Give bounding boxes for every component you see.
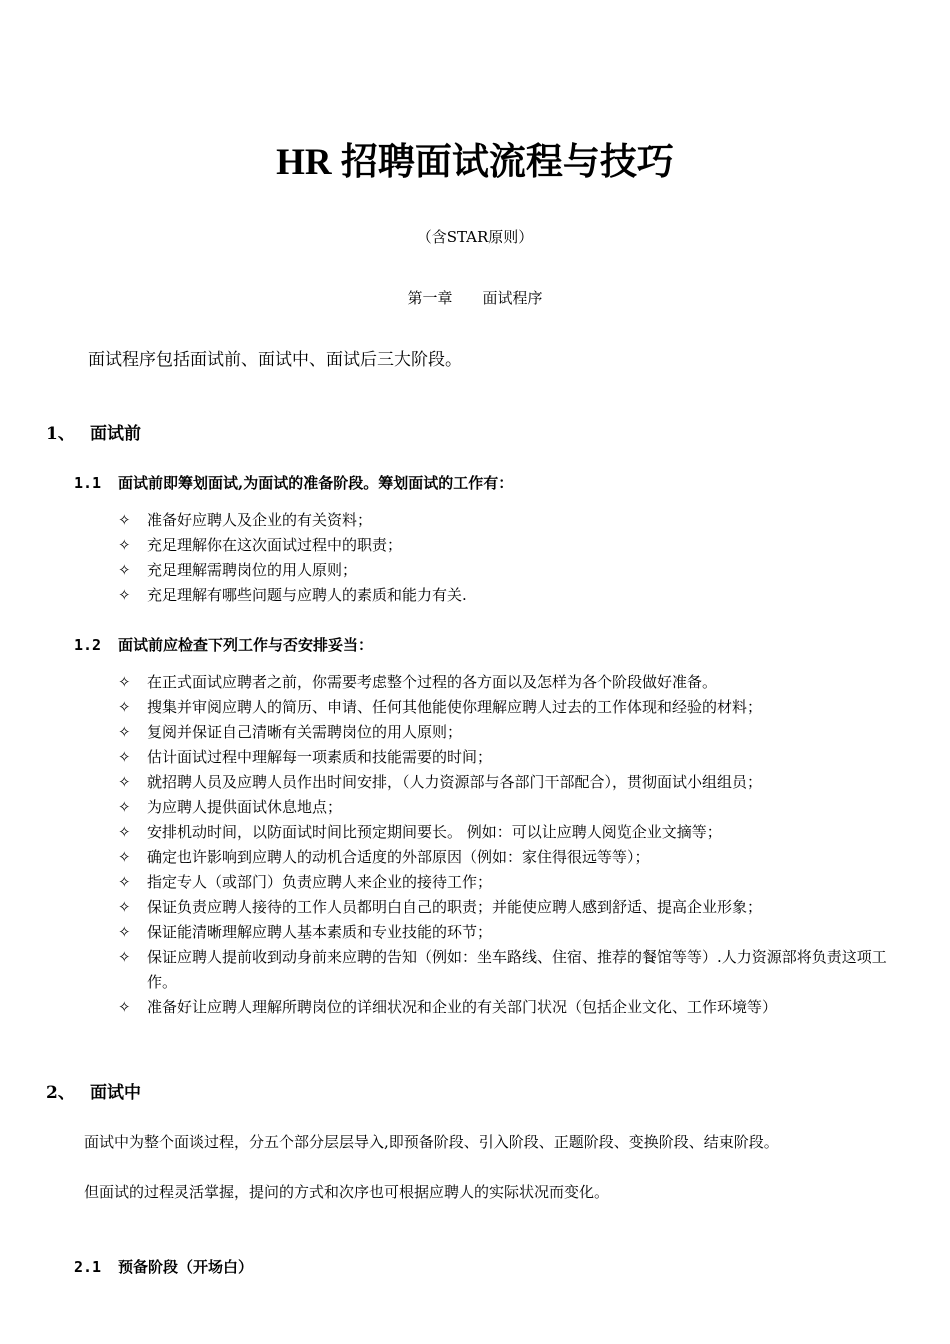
bullet-list-1-1 [118,508,910,608]
list-item: ✧ 就招聘人员及应聘人员作出时间安排，（人力资源部与各部门干部配合），贯彻面试小组组员； [118,770,910,795]
diamond-bullet-icon: ✧ [118,511,131,529]
diamond-bullet-icon: ✧ [118,723,131,741]
diamond-bullet-icon: ✧ [118,673,131,691]
intro-paragraph: 面试程序包括面试前、面试中、面试后三大阶段。 [88,350,462,370]
list-item: ✧ 指定专人（或部门）负责应聘人来企业的接待工作； [118,870,910,895]
diamond-bullet-icon: ✧ [118,848,131,866]
subsection-heading-1-2 [74,634,373,656]
list-item: ✧ 搜集并审阅应聘人的简历、申请、任何其他能使你理解应聘人过去的工作体现和经验的材料； [118,695,910,720]
subsection-heading-2-1 [74,1256,253,1278]
subsection-number: 2.1 [74,1258,102,1276]
list-item: ✧ 充足理解有哪些问题与应聘人的素质和能力有关. [118,583,910,608]
section-heading-2 [46,1081,141,1105]
subsection-number: 1.1 [74,474,102,492]
diamond-bullet-icon: ✧ [118,586,131,604]
list-item: ✧ 为应聘人提供面试休息地点； [118,795,910,820]
document-title: HR 招聘面试流程与技巧 [276,142,674,183]
diamond-bullet-icon: ✧ [118,773,131,791]
document-subtitle: （含STAR原则） [416,228,534,246]
body-paragraph: 面试中为整个面谈过程，分五个部分层层导入,即预备阶段、引入阶段、正题阶段、变换阶段、结束阶段。 [84,1133,779,1151]
diamond-bullet-icon: ✧ [118,698,131,716]
list-item: ✧ 复阅并保证自己清晰有关需聘岗位的用人原则； [118,720,910,745]
diamond-bullet-icon: ✧ [118,898,131,916]
subsection-title: 面试前即筹划面试,为面试的准备阶段。筹划面试的工作有： [118,474,514,492]
diamond-bullet-icon: ✧ [118,536,131,554]
section-title: 面试中 [90,1083,141,1103]
list-item: ✧ 保证能清晰理解应聘人基本素质和专业技能的环节； [118,920,910,945]
section-title: 面试前 [90,424,141,444]
diamond-bullet-icon: ✧ [118,561,131,579]
list-item: ✧ 估计面试过程中理解每一项素质和技能需要的时间； [118,745,910,770]
list-item: ✧ 充足理解你在这次面试过程中的职责； [118,533,910,558]
list-item: ✧ 保证应聘人提前收到动身前来应聘的告知（例如：坐车路线、住宿、推荐的餐馆等等）.人力资源部将负责这项工作。 [118,945,910,995]
diamond-bullet-icon: ✧ [118,823,131,841]
bullet-list-1-2 [118,670,910,1020]
chapter-heading: 第一章 面试程序 [407,289,543,307]
list-item: ✧ 准备好让应聘人理解所聘岗位的详细状况和企业的有关部门状况（包括企业文化、工作环境等） [118,995,910,1020]
list-item: ✧ 确定也许影响到应聘人的动机合适度的外部原因（例如：家住得很远等等）； [118,845,910,870]
subsection-heading-1-1 [74,472,513,494]
list-item: ✧ 充足理解需聘岗位的用人原则； [118,558,910,583]
diamond-bullet-icon: ✧ [118,923,131,941]
list-item: ✧ 安排机动时间，以防面试时间比预定期间要长。 例如：可以让应聘人阅览企业文摘等； [118,820,910,845]
diamond-bullet-icon: ✧ [118,873,131,891]
diamond-bullet-icon: ✧ [118,998,131,1016]
subsection-title: 面试前应检查下列工作与否安排妥当： [118,636,374,654]
list-item: ✧ 保证负责应聘人接待的工作人员都明白自己的职责；并能使应聘人感到舒适、提高企业形象； [118,895,910,920]
section-heading-1 [46,422,141,446]
subsection-number: 1.2 [74,636,102,654]
diamond-bullet-icon: ✧ [118,948,131,966]
section-number: 1、 [46,424,75,444]
body-paragraph: 但面试的过程灵活掌握，提问的方式和次序也可根据应聘人的实际状况而变化。 [84,1183,610,1201]
diamond-bullet-icon: ✧ [118,798,131,816]
subsection-title: 预备阶段（开场白） [118,1258,254,1276]
list-item: ✧ 准备好应聘人及企业的有关资料； [118,508,910,533]
list-item: ✧ 在正式面试应聘者之前，你需要考虑整个过程的各方面以及怎样为各个阶段做好准备。 [118,670,910,695]
diamond-bullet-icon: ✧ [118,748,131,766]
section-number: 2、 [46,1083,75,1103]
